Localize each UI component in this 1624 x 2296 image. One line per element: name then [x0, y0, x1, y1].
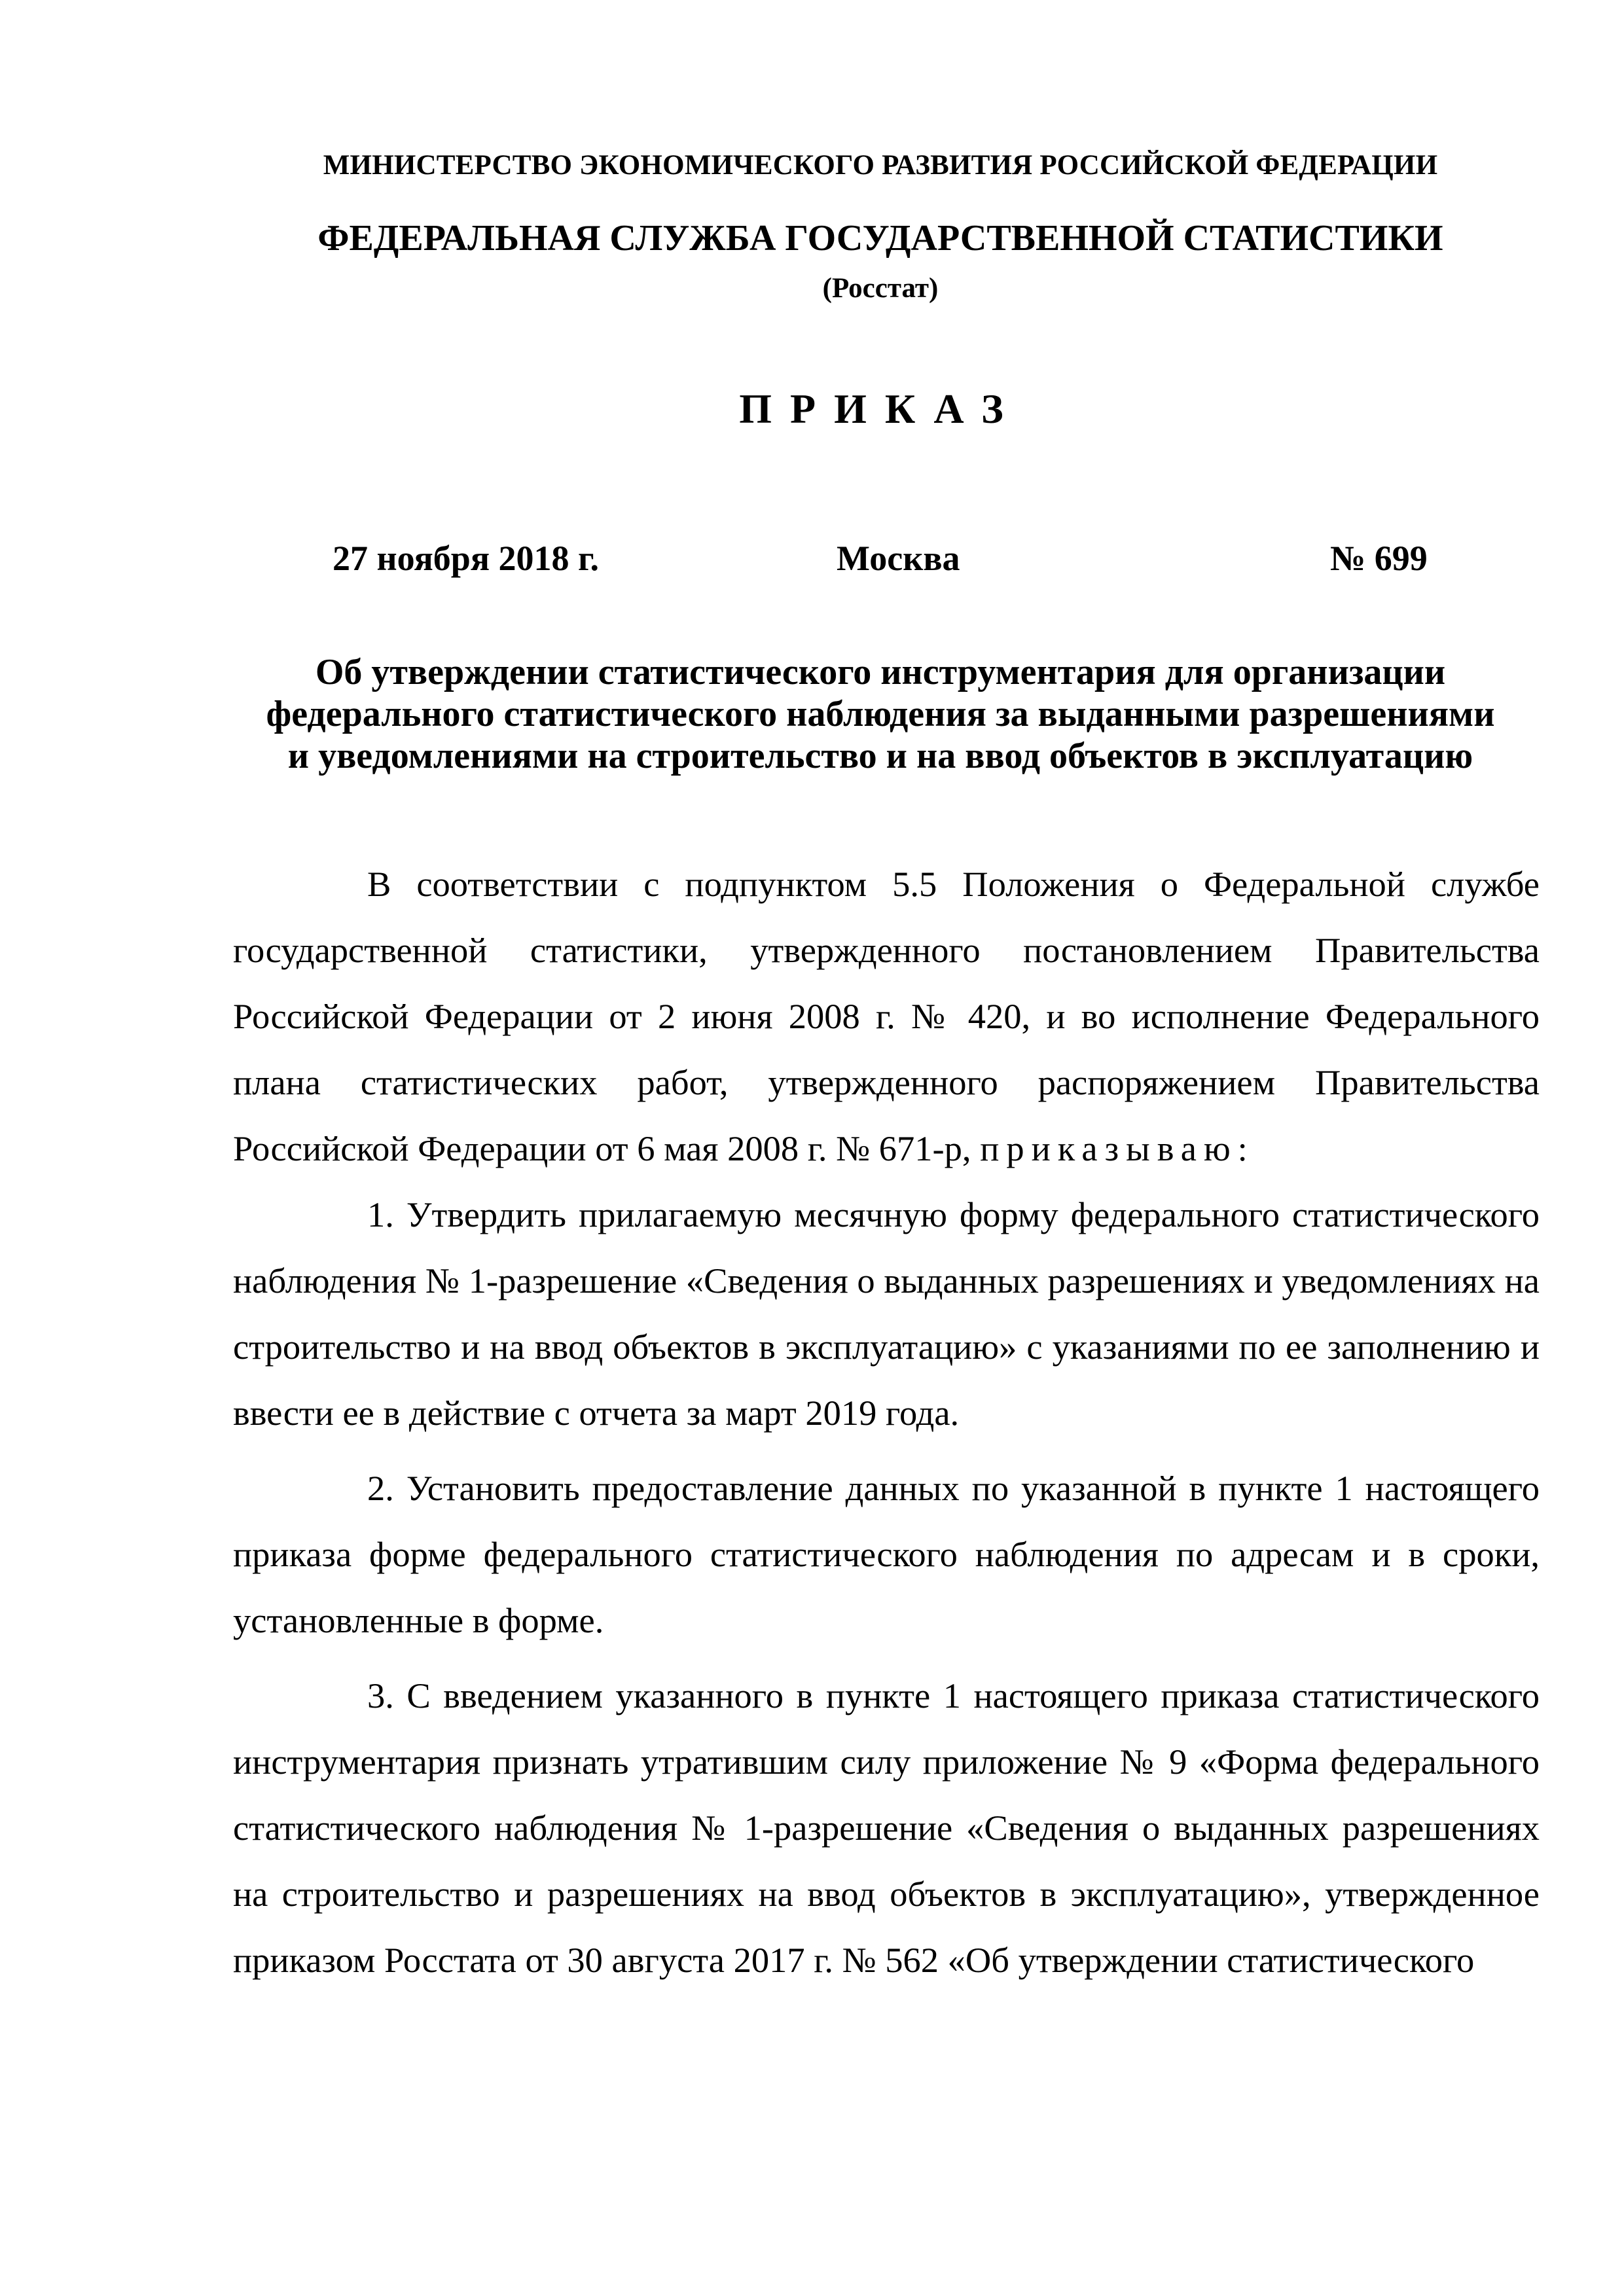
- item-1-paragraph: 1. Утвердить прилагаемую месячную форму федерального статистического наблюдения № 1-разрешение «Сведения о выданных разрешениях и уведомлениях на строительство и на ввод объектов в эксплуатацию» с указаниями по ее заполнению и ввести ее в действие с отчета за март 2019 года.: [233, 1194, 1540, 1433]
- ministry-name: МИНИСТЕРСТВО ЭКОНОМИЧЕСКОГО РАЗВИТИЯ РОССИЙСКОЙ ФЕДЕРАЦИИ: [323, 150, 1438, 181]
- item-3-paragraph: 3. С введением указанного в пункте 1 настоящего приказа статистического инструментария признать утратившим силу приложение № 9 «Форма федерального статистического наблюдения № 1-разрешение «Сведения о выданных разрешениях на строительство и разрешениях на ввод объектов в эксплуатацию», утвержденное приказом Росстата от 30 августа 2017 г. № 562 «Об утверждении статистического: [233, 1676, 1540, 1980]
- preamble-paragraph: [233, 851, 1540, 1181]
- order-city: Москва: [837, 539, 960, 578]
- order-number: № 699: [1330, 539, 1428, 578]
- service-short-name: (Росстат): [822, 273, 939, 304]
- order-title: ПРИКАЗ: [739, 386, 1022, 432]
- item-2-paragraph: 2. Установить предоставление данных по указанной в пункте 1 настоящего приказа форме федерального статистического наблюдения по адресам и в сроки, установленные в форме.: [233, 1468, 1540, 1640]
- document-body: [233, 851, 1540, 1993]
- heading-line: Об утверждении статистического инструментария для организации: [315, 652, 1446, 692]
- preamble-text: В соответствии с подпунктом 5.5 Положения о Федеральной службе государственной статистики, утвержденного постановлением Правительства Российской Федерации от 2 июня 2008 г. № 420, и во исполнение Федерального плана статистических работ, утвержденного распоряжением Правительства Российской Федерации от 6 мая 2008 г. № 671-р,: [233, 864, 1540, 1168]
- order-date: 27 ноября 2018 г.: [333, 539, 599, 578]
- decree-word: приказываю:: [980, 1128, 1255, 1168]
- heading-line: федерального статистического наблюдения за выданными разрешениями: [266, 694, 1495, 734]
- document-heading: [229, 651, 1532, 777]
- service-name: ФЕДЕРАЛЬНАЯ СЛУЖБА ГОСУДАРСТВЕННОЙ СТАТИСТИКИ: [317, 218, 1443, 259]
- heading-line: и уведомлениями на строительство и на ввод объектов в эксплуатацию: [287, 736, 1473, 776]
